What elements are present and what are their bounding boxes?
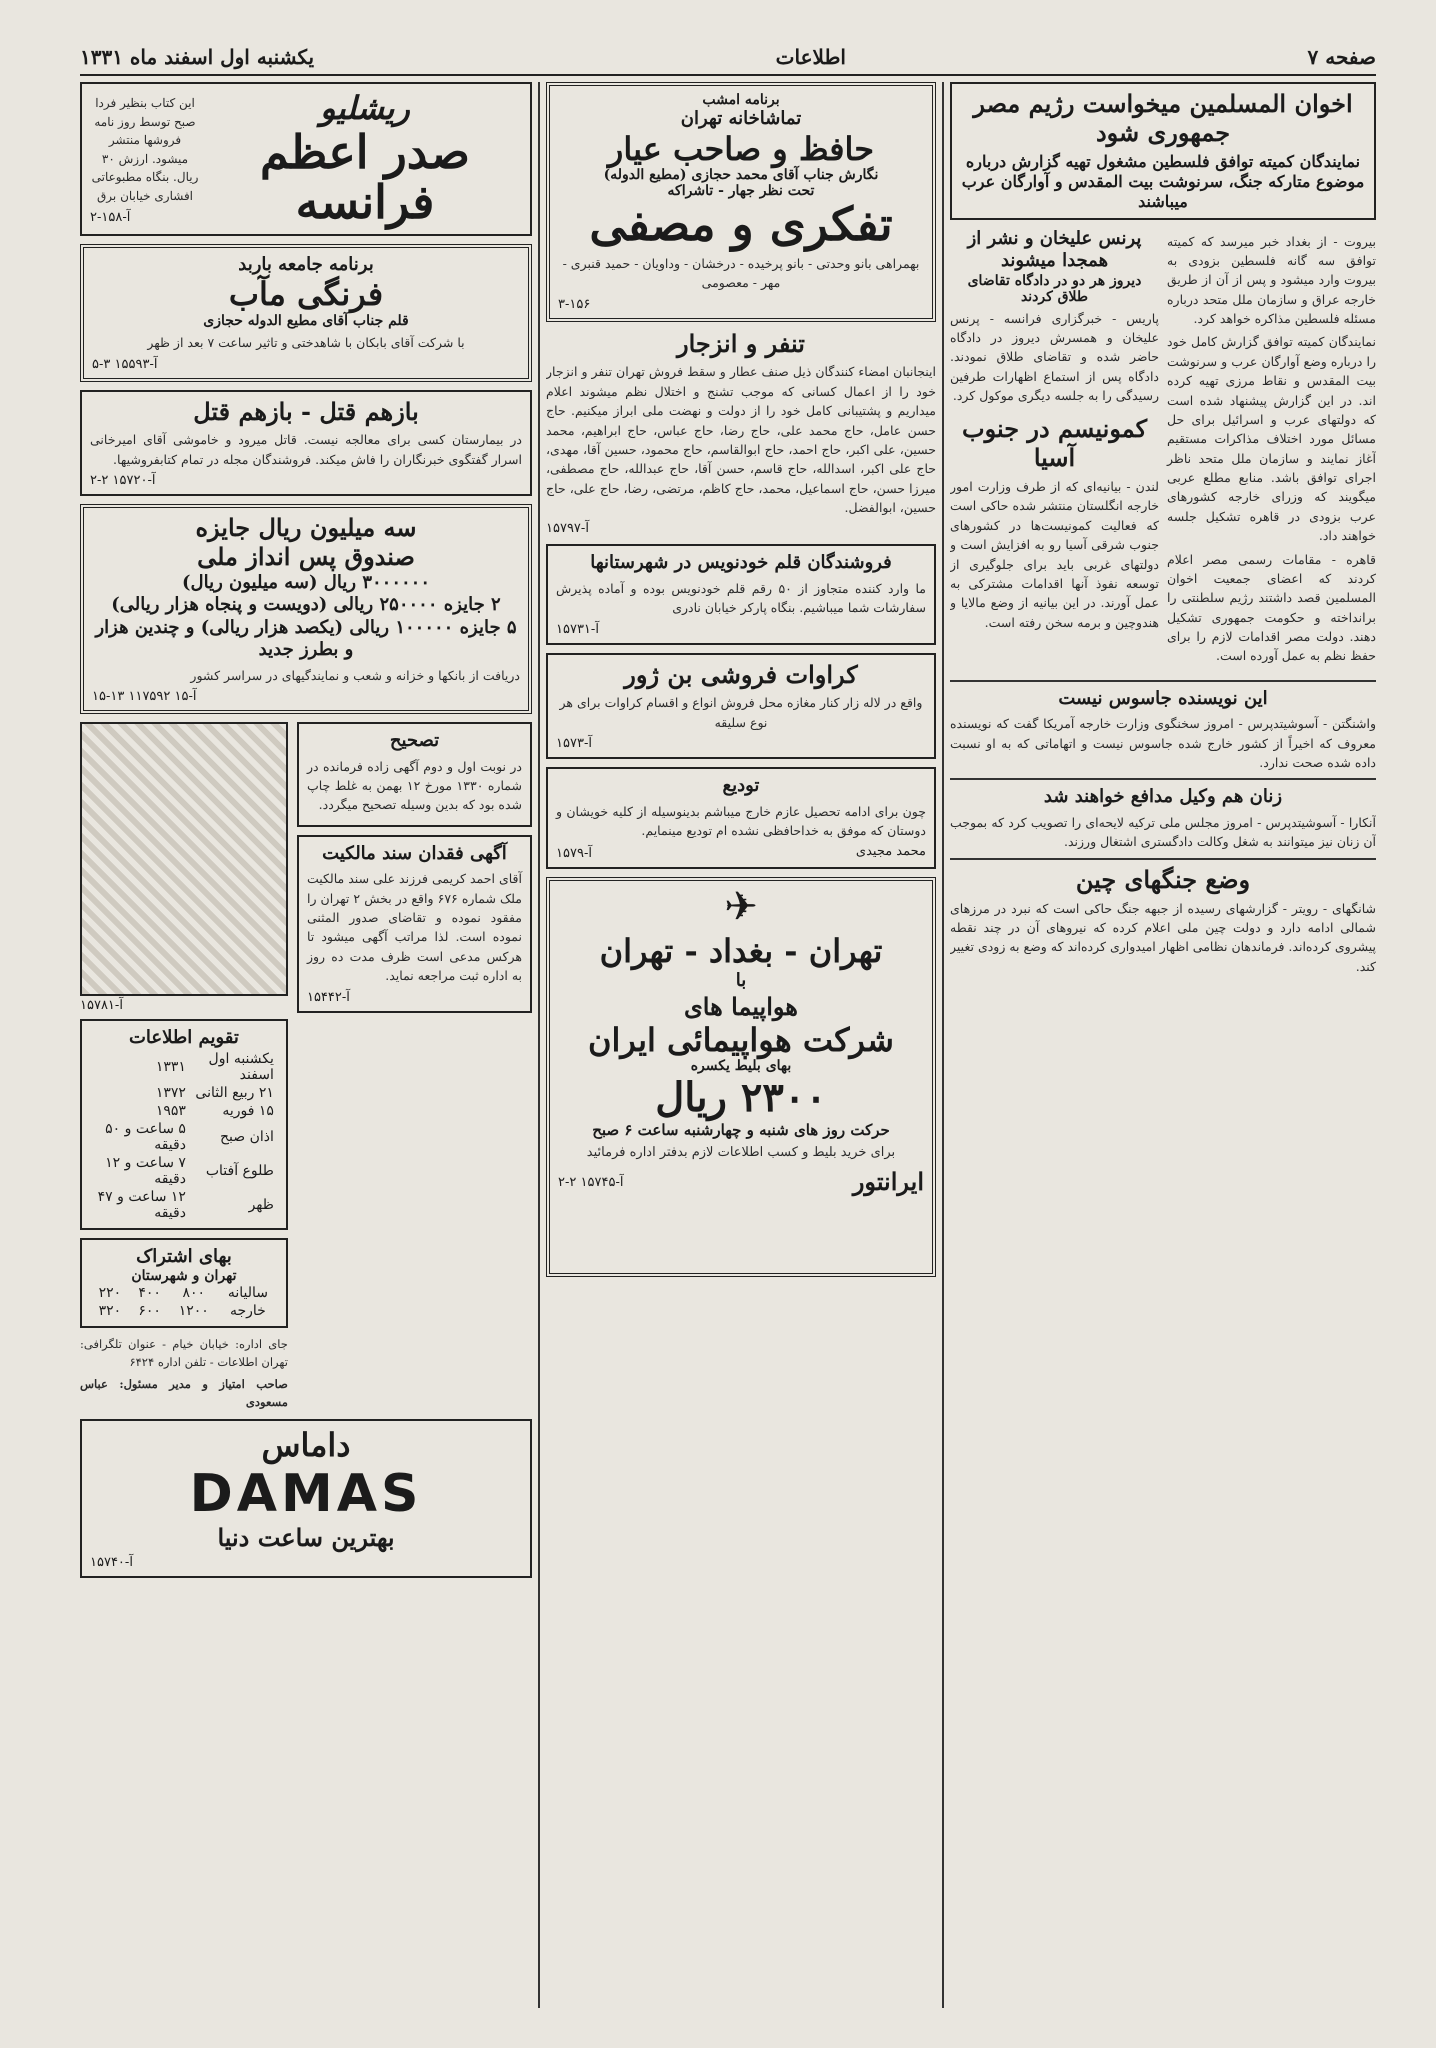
women-body: آنکارا - آسوشیتدپرس - امروز مجلس ملی ترکیه لایحه‌ای را تصویب کرد که بموجب آن زنان نیز میتوانند به شغل وکالت دادگستری اشتغال ورزند. bbox=[950, 814, 1376, 850]
air-with: با bbox=[735, 970, 747, 992]
farewell-ref: آ-۱۵۷۹ bbox=[556, 846, 592, 862]
lost-ref-2: آ-۱۵۴۴۲ bbox=[306, 989, 350, 1005]
air-brand: ایرانتور bbox=[852, 1166, 924, 1196]
calendar-value: ۵ ساعت و ۵۰ دقیقه bbox=[105, 1120, 186, 1153]
play1-title: حافظ و صاحب عیار bbox=[607, 129, 875, 168]
correction-body: در نوبت اول و دوم آگهی زاده فرمانده در شماره ۱۳۳۰ مورخ ۱۲ بهمن به غلط چاپ شده بود که بدین وسیله تصحیح میگردد. bbox=[306, 758, 522, 813]
rates-cell: ۶۰۰ bbox=[138, 1303, 161, 1320]
rates-box bbox=[80, 1238, 288, 1329]
prince-body: پاریس - خبرگزاری فرانسه - پرنس علیخان و همسرش دیروز در دادگاه حاضر شده و تقاضای طلاق نمودند. دادگاه پس از استماع اظهارات طرفین رسیدگی را به جلسه دیگری موکول کرد. bbox=[950, 310, 1159, 404]
china-headline: وضع جنگهای چین bbox=[1075, 864, 1251, 894]
tanfor-ref: آ-۱۵۷۹۷ bbox=[546, 521, 589, 537]
column-middle bbox=[546, 82, 936, 2008]
radio-play: فرنگی مآب bbox=[228, 275, 384, 314]
calendar-label: اذان صبح bbox=[220, 1128, 274, 1145]
calendar-label: ۲۱ ربیع الثانی bbox=[195, 1084, 274, 1101]
cast-list: بهمراهی بانو وحدتی - بانو پرخیده - درخشان - وداویان - حمید قنبری - مهر - معصومی bbox=[562, 255, 920, 291]
calendar-label: ظهر bbox=[248, 1196, 274, 1213]
column-rule-2 bbox=[538, 82, 540, 2008]
calendar-table bbox=[90, 1050, 278, 1222]
calendar-value: ۱۳۳۱ bbox=[155, 1058, 186, 1075]
richelieu-side: این کتاب بنظیر فردا صبح توسط روز نامه فروشها منتشر میشود. ارزش ۳۰ ریال. بنگاه مطبوعاتی افشاری خیابان برق bbox=[91, 96, 199, 203]
lost-headline: آگهی فقدان سند مالکیت bbox=[322, 842, 507, 864]
rates-cell: ۳۲۰ bbox=[98, 1303, 122, 1320]
rates-subtitle: تهران و شهرستان bbox=[131, 1268, 237, 1285]
farewell-name: محمد مجیدی bbox=[855, 844, 926, 860]
again-body: در بیمارستان کسی برای معالجه نیست. قاتل میرود و خاموشی آقای امیرخانی اسرار گفتگوی خبرنگاران را فاش میکند. فروشندگان مجله در تمام کتابفروشیها. bbox=[90, 432, 522, 467]
air-ref: آ-۱۵۷۴۵ ۲-۲ bbox=[558, 1175, 624, 1191]
air-info: برای خرید بلیط و کسب اطلاعات لازم بدفتر اداره فرمائید bbox=[586, 1145, 896, 1161]
radio-ad bbox=[80, 244, 532, 382]
air-planes: هواپیما های bbox=[684, 991, 798, 1021]
lead-subheadline: نمایندگان کمیته توافق فلسطین مشغول تهیه گزارش درباره موضوع متارکه جنگ، سرنوشت بیت المقدس و آوارگان عرب میباشند bbox=[961, 151, 1365, 211]
calendar-box bbox=[80, 1019, 288, 1230]
play1-author: نگارش جناب آقای محمد حجازی (مطیع الدوله) bbox=[603, 167, 879, 184]
tanfor-article bbox=[546, 330, 936, 537]
calendar-row bbox=[90, 1102, 278, 1120]
calendar-value: ۱۳۷۲ bbox=[155, 1084, 186, 1101]
rates-cell: ۴۰۰ bbox=[138, 1285, 161, 1302]
women-headline: زنان هم وکیل مدافع خواهند شد bbox=[1043, 786, 1283, 808]
prize-note: و بطرز جدید bbox=[258, 639, 354, 661]
tanfor-body: اینجانبان امضاء کنندگان ذیل صنف عطار و سقط فروش تهران تنفر و انزجار خود را از اعمال کسانی که موجب تشنج و اختلال نظم میشوند اعلام میداریم و پشتیبانی کامل خود را از دولت و نهضت ملی ابراز میکنیم. حاج حسن عامل، حاج محمد علی، حاج رضا، حاج عباس، حاج ابراهیم، محمد حسین، علی اکبر، حاج احمد، حاج ابوالقاسم، حاج محمود، حسین آقا، مهدی، حاج علی اکبر، اسدالله، حاج قاسم، حسن آقا، حاج عبدالله، حاج مصطفی، میرزا حسن، حاج اسماعیل، محمد، حاج کاظم، مرتضی، رضا، حاج علی، حاج حسین، ابوالفضل. bbox=[546, 364, 936, 516]
theater-program: برنامه امشب bbox=[702, 92, 780, 108]
again-ad bbox=[80, 390, 532, 497]
sellers-body: ما وارد کننده متجاوز از ۵۰ رقم قلم خودنویس بوده و آماده پذیرش سفارشات شما میباشیم. بنگاه پارکر خیابان نادری bbox=[556, 580, 926, 616]
air-ticket: بهای بلیط یکسره bbox=[690, 1058, 792, 1075]
spy-headline: این نویسنده جاسوس نیست bbox=[1058, 687, 1268, 709]
cravat-body: واقع در لاله زار کنار مغازه محل فروش انواع و اقسام کراوات برای هر نوع سلیقه bbox=[559, 695, 923, 730]
director-line: تحت نظر جهار - تاشراکه bbox=[667, 183, 815, 200]
column-right bbox=[950, 82, 1376, 2008]
prize-line-2: ۲ جایزه ۲۵۰۰۰۰ ریالی (دویست و پنجاه هزار ریالی) bbox=[111, 594, 501, 616]
richelieu-ad bbox=[80, 82, 532, 236]
cravat-ad bbox=[546, 653, 936, 760]
rates-cell: ۲۲۰ bbox=[98, 1285, 122, 1302]
radio-author: قلم جناب آقای مطیع الدوله حجازی bbox=[203, 313, 409, 330]
richelieu-title: ریشلیو bbox=[320, 89, 410, 127]
prize-title: سه میلیون ریال جایزه bbox=[195, 513, 417, 543]
page-number: صفحه ۷ bbox=[1307, 45, 1376, 69]
sellers-ref: آ-۱۵۷۳۱ bbox=[556, 621, 599, 637]
women-article bbox=[950, 778, 1376, 851]
lead-text: بیروت - از بغداد خبر میرسد که کمیته توافق سه گانه فلسطین بزودی به بیروت وارد میشود و پس از آن از طریق خارجه عراق و سازمان ملل متحد درباره مسئله فلسطین مذاکره خواهد کرد. bbox=[1167, 233, 1376, 327]
publisher-line: صاحب امتیاز و مدیر مسئول: عباس مسعودی bbox=[80, 1376, 288, 1409]
airline-ad bbox=[546, 877, 936, 1277]
illustration-image bbox=[80, 722, 288, 996]
lead-article bbox=[950, 82, 1376, 220]
air-days: حرکت روز های شنبه و چهارشنبه ساعت ۶ صبح bbox=[592, 1121, 890, 1140]
prize-line-3: ۵ جایزه ۱۰۰۰۰۰ ریالی (یکصد هزار ریالی) و چندین هزار bbox=[95, 616, 517, 638]
rates-label: خارجه bbox=[229, 1303, 266, 1320]
sellers-headline: فروشندگان قلم خودنویس در شهرستانها bbox=[590, 552, 892, 574]
cravat-headline: کراوات فروشی بن ژور bbox=[624, 659, 858, 689]
damas-ad bbox=[80, 1419, 532, 1578]
calendar-title: تقویم اطلاعات bbox=[128, 1027, 239, 1049]
lost-body: آقای احمد کریمی فرزند علی سند مالکیت ملک شماره ۶۷۶ واقع در بخش ۲ تهران را مفقود نموده و تقاضای صدور المثنی نموده است. لذا مراتب آگهی میشود تا هرکس مدعی است ظرف مدت ده روز به اداره ثبت مراجعه نماید. bbox=[306, 871, 523, 984]
radio-ref: آ-۱۵۵۹۳ ۳-۵ bbox=[92, 356, 158, 372]
tanfor-headline: تنفر و انزجار bbox=[677, 328, 805, 358]
damas-persian: داماس bbox=[261, 1426, 351, 1465]
address-line: جای اداره: خیابان خیام - عنوان تلگرافی: تهران اطلاعات - تلفن اداره ۶۴۲۴ bbox=[80, 1337, 288, 1369]
rates-row bbox=[90, 1302, 278, 1320]
prince-subheadline: دیروز هر دو در دادگاه تقاضای طلاق کردند bbox=[967, 272, 1142, 305]
theater-name: تماشاخانه تهران bbox=[680, 108, 802, 129]
paper-name: اطلاعات bbox=[775, 45, 846, 69]
prince-headline: پرنس علیخان و نشر از همجدا میشوند bbox=[967, 227, 1142, 272]
calendar-row bbox=[90, 1188, 278, 1222]
calendar-row bbox=[90, 1084, 278, 1102]
airplane-wings-icon: ✈ bbox=[724, 884, 758, 931]
radio-title: برنامه جامعه باربد bbox=[238, 253, 374, 275]
farewell-headline: تودیع bbox=[722, 775, 760, 797]
calendar-label: ۱۵ فوریه bbox=[222, 1102, 274, 1119]
again-ref: آ-۱۵۷۲۰ ۲-۲ bbox=[90, 473, 156, 489]
damas-logo: DAMAS bbox=[189, 1464, 423, 1525]
lead-headline: اخوان المسلمین میخواست رژیم مصر جمهوری شود bbox=[973, 89, 1353, 147]
damas-slogan: بهترین ساعت دنیا bbox=[217, 1523, 395, 1553]
rates-row bbox=[90, 1284, 278, 1302]
communism-body: لندن - بیانیه‌ای که از طرف وزارت امور خارجه انگلستان منتشر شده حاکی است که فعالیت کمونیست‌ها در کشورهای جنوب شرقی آسیا رو به افزایش است و دولتهای غربی باید برای جلوگیری از توسعه نفوذ آنها اقدامات مشترکی به عمل آورند. در این بیانیه از وضع مالایا و هندوچین و برمه سخن رفته است. bbox=[950, 479, 1159, 630]
lost-deed-ad bbox=[297, 835, 532, 1013]
farewell-ad bbox=[546, 767, 936, 869]
page-date: یکشنبه اول اسفند ماه ۱۳۳۱ bbox=[80, 45, 315, 69]
theater-ad bbox=[546, 82, 936, 322]
prize-line-1: ۳۰۰۰۰۰۰ ریال (سه میلیون ریال) bbox=[181, 571, 431, 593]
rates-title: بهای اشتراک bbox=[136, 1245, 232, 1267]
calendar-label: طلوع آفتاب bbox=[205, 1162, 274, 1179]
air-price: ۲۳۰۰ ریال bbox=[655, 1074, 827, 1122]
prize-ad bbox=[80, 504, 532, 714]
china-article bbox=[950, 858, 1376, 976]
again-headline: بازهم قتل - بازهم قتل bbox=[193, 396, 419, 426]
page-header bbox=[80, 40, 1376, 76]
damas-ref: آ-۱۵۷۴۰ bbox=[90, 1555, 133, 1571]
theater-ref: ۳-۱۵۶ bbox=[558, 296, 591, 312]
air-company: شرکت هواپیمائی ایران bbox=[588, 1020, 894, 1059]
rates-cell: ۱۲۰۰ bbox=[178, 1303, 209, 1320]
calendar-value: ۷ ساعت و ۱۲ دقیقه bbox=[105, 1154, 186, 1187]
lead-body: نمایندگان کمیته توافق گزارش کامل خود را درباره وضع آوارگان عرب و سرنوشت بیت المقدس و نقاط مرزی تهیه کرده اند. در این گزارش پیشنهاد شده است که دولتهای عرب و اسرائیل برای حل مسائل مورد اختلاف مذاکرات مستقیم آغاز نمایند و سازمان ملل متحد ناظر اجرای توافق باشد. منابع مطلع عربی میگویند که وزرای خارجه کشورهای عرب بزودی در قاهره تشکیل جلسه خواهند داد. bbox=[1167, 334, 1376, 544]
correction-ad bbox=[297, 722, 532, 827]
lower-left-block bbox=[80, 722, 532, 1415]
correction-headline: تصحیح bbox=[389, 730, 440, 752]
calendar-row bbox=[90, 1050, 278, 1084]
rates-label: سالیانه bbox=[227, 1285, 268, 1302]
farewell-body: چون برای ادامه تحصیل عازم خارج میباشم بدینوسیله از کلیه خویشان و دوستان که موفق به خداحافظی نشده ام تودیع مینمایم. bbox=[556, 803, 926, 839]
china-body: شانگهای - رویتر - گزارشهای رسیده از جبهه جنگ حاکی است که نبرد در مرزهای شمالی ادامه دارد و دولت چین ملی اعلام کرده که نیروهای آن در چند نقطه پیشروی کرده‌اند. فرماندهان نظامی اظهار امیدواری کرده‌اند که وضع به زودی تغییر کند. bbox=[950, 900, 1376, 974]
rates-cell: ۸۰۰ bbox=[182, 1285, 205, 1302]
rates-table bbox=[90, 1284, 278, 1320]
lost-ref-1: آ-۱۵۷۸۱ bbox=[80, 998, 123, 1014]
sellers-ad bbox=[546, 544, 936, 644]
column-left bbox=[80, 82, 532, 2008]
egypt-body: قاهره - مقامات رسمی مصر اعلام کردند که اعضای جمعیت اخوان المسلمین قصد داشتند رژیم سلطنتی را برانداخته و حکومت جمهوری تشکیل دهند. دولت مصر اقدامات لازم را برای حفظ نظم به عمل آورده است. bbox=[1167, 551, 1376, 664]
prize-fund: صندوق پس انداز ملی bbox=[197, 542, 415, 571]
richelieu-ref: آ-۱۵۸-۲ bbox=[90, 209, 131, 225]
calendar-row bbox=[90, 1154, 278, 1188]
column-rule-1 bbox=[942, 82, 944, 2008]
cravat-ref: آ-۱۵۷۳ bbox=[556, 736, 592, 752]
calendar-value: ۱۹۵۳ bbox=[155, 1102, 186, 1119]
radio-desc: با شرکت آقای بابکان با شاهدختی و تاثیر ساعت ۷ بعد از ظهر bbox=[147, 335, 465, 351]
lead-columns bbox=[950, 228, 1376, 670]
play2-title: تفکری و مصفی bbox=[589, 197, 893, 252]
prize-footer: دریافت از بانکها و خزانه و شعب و نمایندگیهای در سراسر کشور bbox=[190, 667, 520, 683]
spy-article bbox=[950, 680, 1376, 773]
richelieu-subtitle: صدر اعظم فرانسه bbox=[259, 124, 470, 230]
prize-ref: آ-۱۵ ۱۱۷۵۹۲ ۱۳-۱۵ bbox=[92, 689, 197, 705]
communism-headline: کمونیسم در جنوب آسیا bbox=[961, 414, 1148, 473]
air-route: تهران - بغداد - تهران bbox=[599, 932, 883, 971]
spy-body: واشنگتن - آسوشیتدپرس - امروز سخنگوی وزارت خارجه آمریکا گفت که نویسنده معروف که اخیراً از کشور خارج شده جاسوس نیست و اتهاماتی که به او نسبت داده شده صحت ندارد. bbox=[950, 716, 1376, 771]
calendar-row bbox=[90, 1120, 278, 1154]
calendar-label: یکشنبه اول اسفند bbox=[208, 1050, 274, 1083]
calendar-value: ۱۲ ساعت و ۴۷ دقیقه bbox=[97, 1188, 186, 1221]
